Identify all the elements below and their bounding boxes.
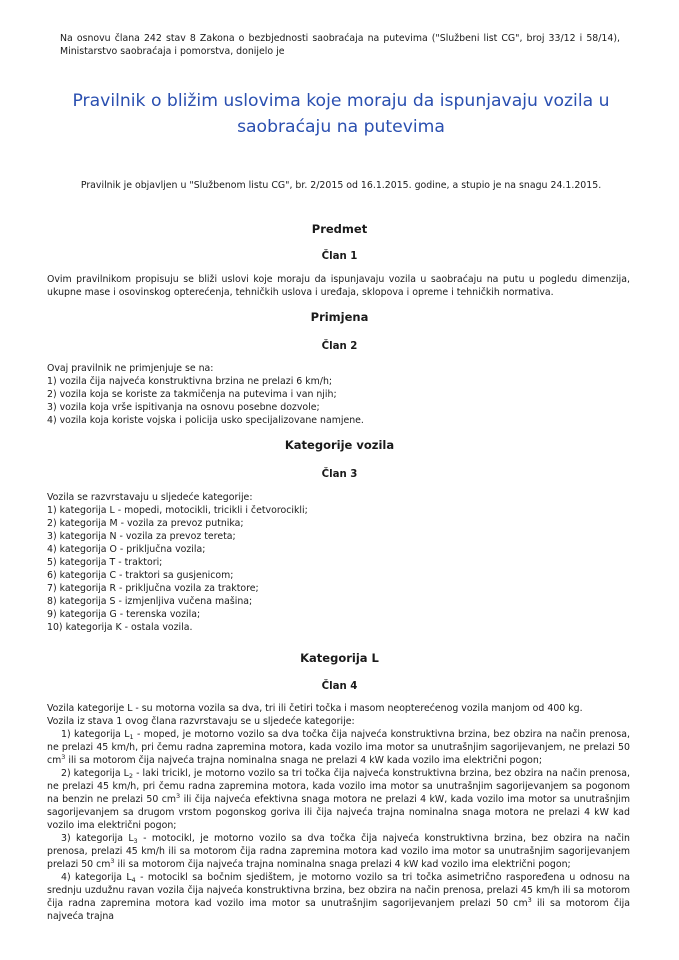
clan-3-list: [47, 504, 630, 634]
list-item: 10) kategorija K - ostala vozila.: [47, 622, 193, 633]
clan-4-body: [47, 702, 630, 923]
list-item: 4) vozila koja koriste vojska i policija usko specijalizovane namjene.: [47, 415, 364, 426]
clan-3-body: [47, 491, 630, 634]
clan-4-paragraph-2: Vozila iz stava 1 ovog člana razvrstavaju se u sljedeće kategorije:: [47, 716, 355, 727]
clan-1-label: Član 1: [321, 251, 358, 262]
clan-4-paragraph-1: Vozila kategorije L - su motorna vozila sa dva, tri ili četiri točka i masom neopterećenog vozila manjom od 400 kg.: [47, 703, 583, 714]
list-item: 5) kategorija T - traktori;: [47, 557, 163, 568]
clan-2-list: [47, 375, 630, 427]
clan-3-lead: Vozila se razvrstavaju u sljedeće kategorije:: [47, 492, 253, 503]
list-item: 3) vozila koja vrše ispitivanja na osnovu posebne dozvole;: [47, 402, 320, 413]
clan-4-label: Član 4: [321, 681, 358, 692]
publication-note: Pravilnik je objavljen u "Službenom listu CG", br. 2/2015 od 16.1.2015. godine, a stupio je na snagu 24.1.2015.: [80, 180, 602, 191]
list-item: 2) kategorija M - vozila za prevoz putnika;: [47, 518, 244, 529]
list-item: 6) kategorija C - traktori sa gusjenicom;: [47, 570, 234, 581]
list-item: 1) vozila čija najveća konstruktivna brzina ne prelazi 6 km/h;: [47, 376, 333, 387]
list-item: 4) kategorija O - priključna vozila;: [47, 544, 206, 555]
section-heading-predmet: Predmet: [311, 222, 368, 236]
category-l4-item: 4) kategorija $L_4$ - motocikl sa bočnim sjedištem, je motorno vozilo sa tri točka asimetrično raspoređena u odnosu na srednju uzdužnu ravan vozila čija najveća konstruktivna brzina, bez obzira na način prenosa, prelazi 45 km/h ili sa motorom čija radna zapremina motora kad vozilo ima motor sa unutrašnjim sagorijevanjem prelazi 50 $cm^3$ ili sa motorom čija najveća trajna: [47, 872, 630, 922]
section-heading-primjena: Primjena: [310, 310, 369, 324]
clan-2-lead: Ovaj pravilnik ne primjenjuje se na:: [47, 363, 214, 374]
list-item: 3) kategorija N - vozila za prevoz tereta;: [47, 531, 236, 542]
list-item: 2) vozila koja se koriste za takmičenja na putevima i van njih;: [47, 389, 337, 400]
clan-1-text: Ovim pravilnikom propisuju se bliži uslovi koje moraju da ispunjavaju vozila u saobraćaju na putu u pogledu dimenzija, ukupne mase i osovinskog opterećenja, tehničkih uslova i uređaja, sklopova i opreme i tehničkih normativa.: [47, 274, 630, 298]
category-l2-item: 2) kategorija $L_2$ - laki tricikl, je motorno vozilo sa tri točka čija najveća konstruktivna brzina, bez obzira na način prenosa, ne prelazi 45 km/h, pri čemu radna zapremina motora, kada vozilo ima motor sa unutrašnjim sagorijevanjem sa pogonom na benzin ne prelazi 50 $cm^3$ ili čija najveća efektivna snaga motora ne prelazi 4 kW, kada vozilo ima motor sa unutrašnjim sagorijevanjem sa drugom vrstom pogonskog goriva ili čija najveća trajna nominalna snaga motora ne prelazi 4 kW kad vozilo ima električni pogon;: [47, 768, 630, 831]
intro-paragraph: Na osnovu člana 242 stav 8 Zakona o bezbjednosti saobraćaja na putevima ("Službeni list CG", broj 33/12 i 58/14), Ministarstvo saobraćaja i pomorstva, donijelo je: [60, 33, 620, 57]
document-title: Pravilnik o bližim uslovima koje moraju da ispunjavaju vozila u saobraćaju na putevima: [72, 91, 610, 137]
clan-2-body: [47, 362, 630, 427]
clan-2-label: Član 2: [321, 341, 358, 352]
list-item: 8) kategorija S - izmjenljiva vučena mašina;: [47, 596, 253, 607]
category-l1-item: 1) kategorija $L_1$ - moped, je motorno vozilo sa dva točka čija najveća konstruktivna brzina, bez obzira na način prenosa, ne prelazi 45 km/h, pri čemu radna zapremina motora, kada vozilo ima motor sa unutrašnjim sagorijevanjem, ne prelazi 50 $cm^3$ ili sa motorom čija najveća trajna nominalna snaga ne prelazi 4 kW kada vozilo ima električni pogon;: [47, 729, 630, 766]
clan-3-label: Član 3: [321, 469, 358, 480]
section-heading-kategorija-l: Kategorija L: [300, 651, 379, 665]
category-l3-item: 3) kategorija $L_3$ - motocikl, je motorno vozilo sa dva točka čija najveća konstruktivna brzina, bez obzira na način prenosa, prelazi 45 km/h ili sa motorom čija radna zapremina motora kad vozilo ima motor sa unutrašnjim sagorijevanjem prelazi 50 $cm^3$ ili sa motorom čija najveća trajna nominalna snaga prelazi 4 kW kad vozilo ima električni pogon;: [47, 833, 630, 870]
section-heading-kategorije-vozila: Kategorije vozila: [284, 438, 395, 452]
list-item: 9) kategorija G - terenska vozila;: [47, 609, 201, 620]
list-item: 7) kategorija R - priključna vozila za traktore;: [47, 583, 259, 594]
list-item: 1) kategorija L - mopedi, motocikli, tricikli i četvorocikli;: [47, 505, 308, 516]
